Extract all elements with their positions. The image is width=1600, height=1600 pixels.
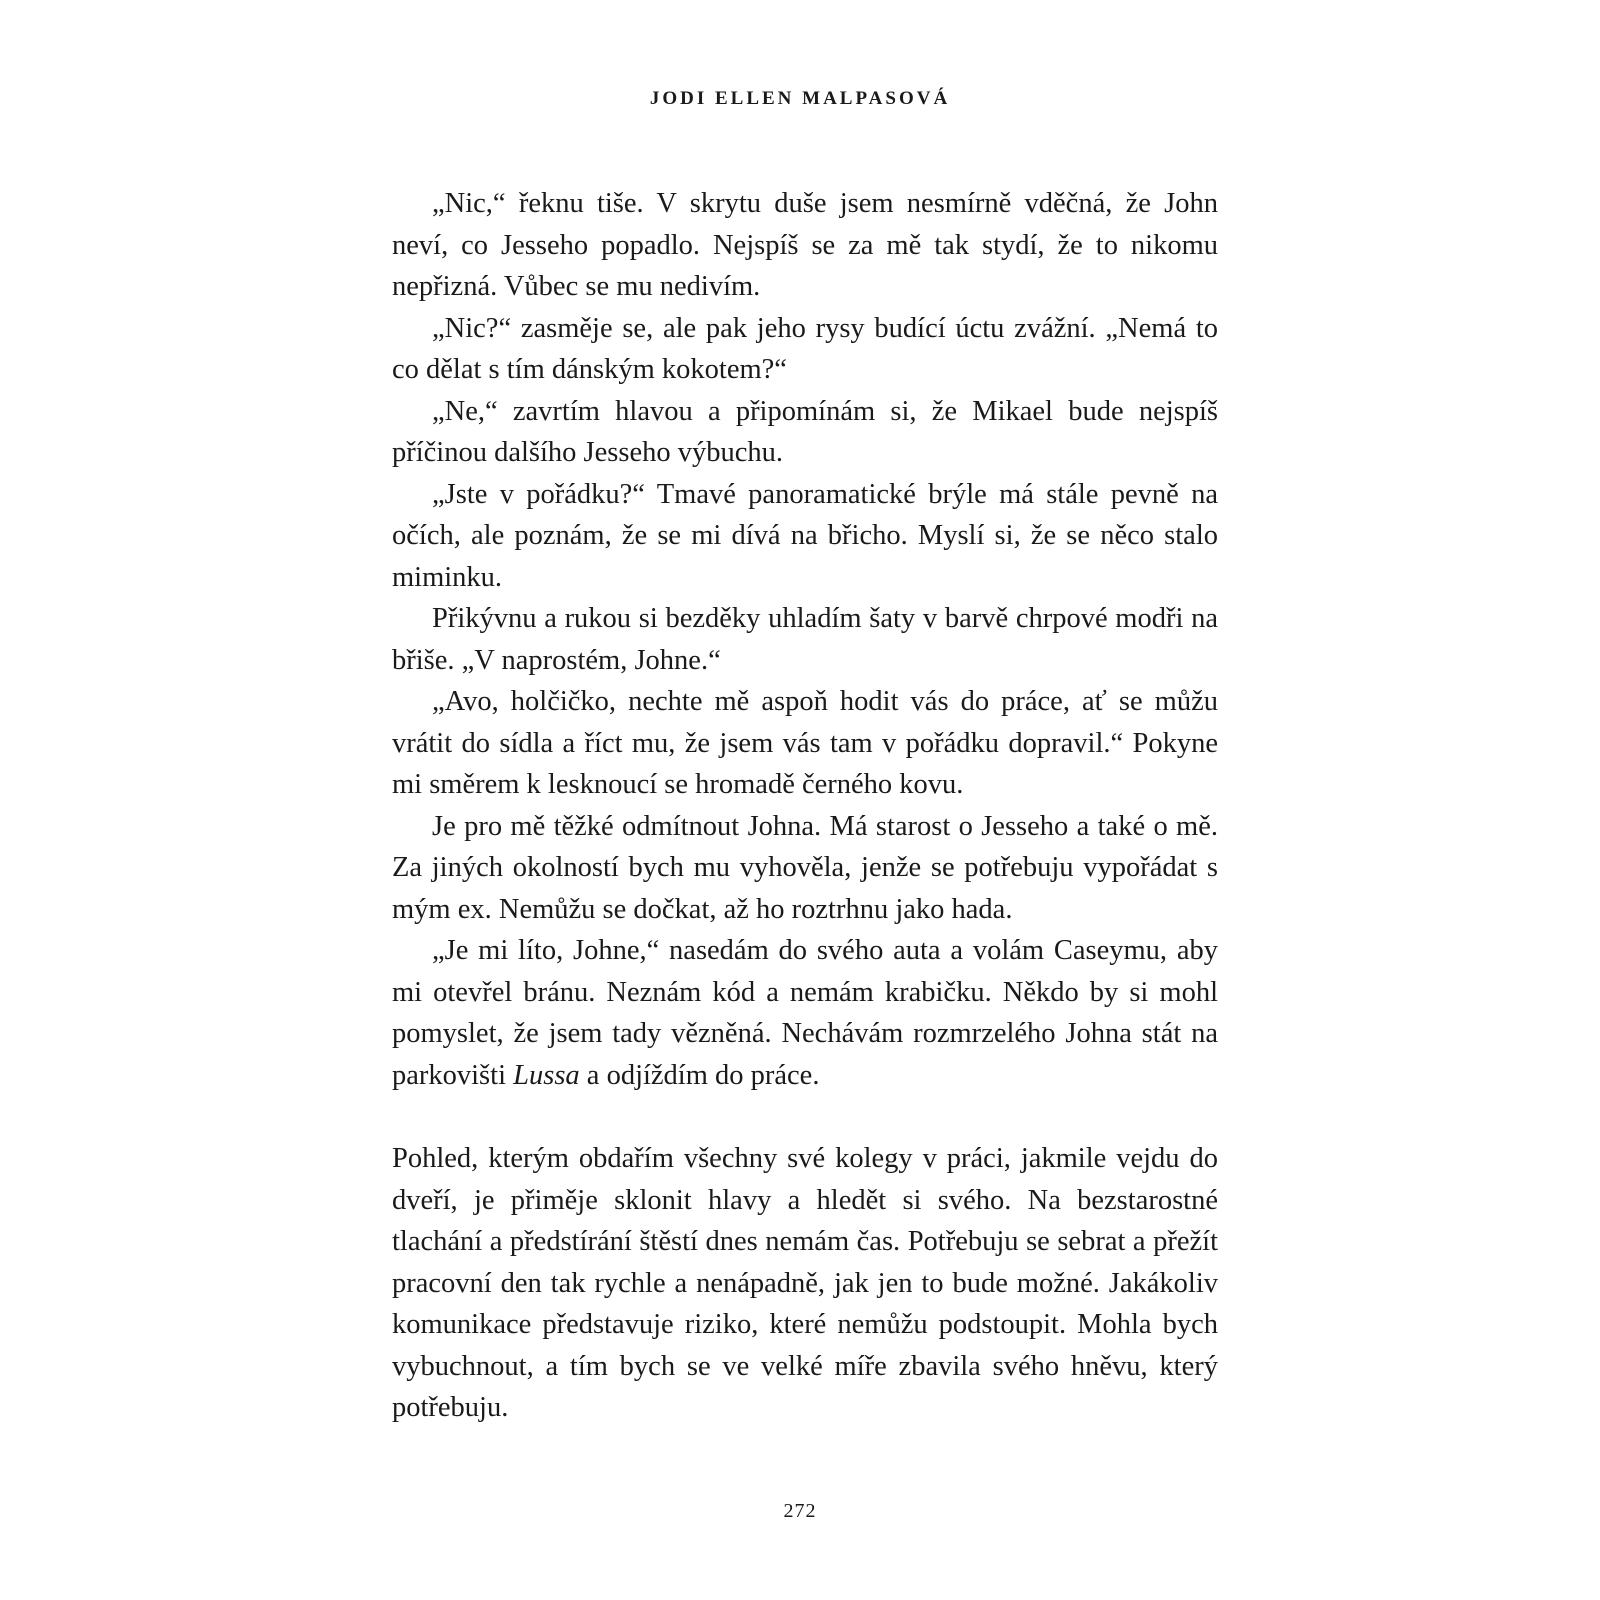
paragraph: „Avo, holčičko, nechte mě aspoň hodit vás do práce, ať se můžu vrátit do sídla a říct mu, že jsem vás tam v pořádku dopravil.“ Pokyne mi směrem k lesknoucí se hromadě černého kovu. — [392, 686, 1218, 800]
paragraph: Je pro mě těžké odmítnout Johna. Má starost o Jesseho a také o mě. Za jiných okolností bych mu vyhověla, jenže se potřebuju vypořádat s mým ex. Nemůžu se dočkat, až ho roztrhnu jako hada. — [392, 810, 1218, 925]
italic-place-name: Lussa — [513, 1059, 580, 1091]
running-head: JODI ELLEN MALPASOVÁ — [649, 88, 951, 109]
paragraph: „Jste v pořádku?“ Tmavé panoramatické brýle má stále pevně na očích, ale poznám, že se mi dívá na břicho. Myslí si, že se něco stalo miminku. — [392, 478, 1218, 593]
paragraph: „Ne,“ zavrtím hlavou a připomínám si, že Mikael bude nejspíš příčinou dalšího Jesseho výbuchu. — [392, 395, 1218, 468]
paragraph: „Nic?“ zasměje se, ale pak jeho rysy budící úctu zvážní. „Nemá to co dělat s tím dánským kokotem?“ — [392, 312, 1218, 385]
paragraph-text: a odjíždím do práce. — [579, 1059, 820, 1091]
section-opening-paragraph: Pohled, kterým obdařím všechny své kolegy v práci, jakmile vejdu do dveří, je přiměje sklonit hlavy a hledět si svého. Na bezstarostné tlachání a předstírání štěstí dnes nemám čas. Potřebuju se sebrat a přežít pracovní den tak rychle a nenápadně, jak jen to bude možné. Jakákoliv komunikace představuje riziko, které nemůžu podstoupit. Mohla bych vybuchnout, a tím bych se ve velké míře zbavila svého hněvu, který potřebuju. — [392, 1143, 1218, 1423]
paragraph-text: „Je mi líto, Johne,“ nasedám do svého auta a volám Caseymu, aby mi otevřel bránu. Neznám kód a nemám krabičku. Někdo by si mohl pomyslet, že jsem tady vězněná. Nechávám rozmrzelého Johna stát na parkovišti — [392, 935, 1218, 1091]
body-text — [392, 183, 1218, 1429]
paragraph: Přikývnu a rukou si bezděky uhladím šaty v barvě chrpové modři na břiše. „V naprostém, Johne.“ — [392, 603, 1218, 676]
page-number: 272 — [783, 1500, 817, 1522]
paragraph: „Nic,“ řeknu tiše. V skrytu duše jsem nesmírně vděčná, že John neví, co Jesseho popadlo. Nejspíš se za mě tak stydí, že to nikomu nepřizná. Vůbec se mu nedivím. — [392, 188, 1218, 302]
section-break — [392, 1096, 1218, 1138]
paragraph — [392, 930, 1218, 1096]
